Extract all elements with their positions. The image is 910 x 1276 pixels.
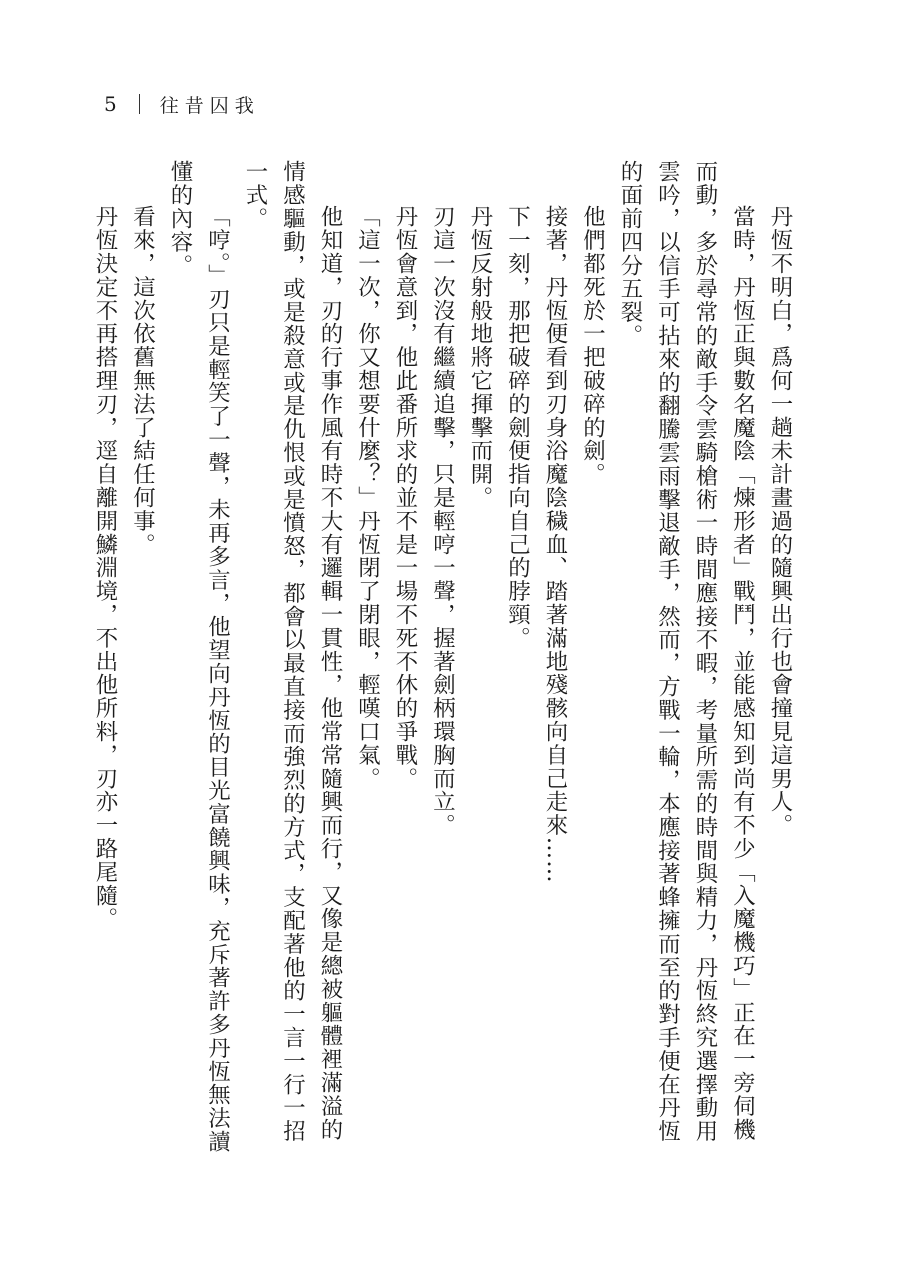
paragraph: 下一刻，那把破碎的劍便指向自己的脖頸。 bbox=[504, 204, 531, 650]
running-header bbox=[104, 88, 260, 120]
paragraph: 丹恆反射般地將它揮擊而開。 bbox=[467, 204, 493, 509]
paragraph: 看來，這次依舊無法了結任何事。 bbox=[129, 204, 156, 556]
paragraph: 「哼。」刃只是輕笑了一聲，未再多言，他望向丹恆的目光富饒興味，充斥著許多丹恆無法讀懂的內容。 bbox=[167, 160, 231, 1153]
vertical-body-text bbox=[86, 160, 799, 1160]
paragraph: 當時，丹恆正與數名魔陰「煉形者」戰鬥，並能感知到尚有不少「入魔機巧」正在一旁伺機而動，多於尋常的敵手令雲騎槍術一時間應接不暇，考量所需的時間與精力，丹恆終究選擇動用雲吟，以信手可拈來的翻騰雲雨擊退敵手，然而，方戰一輪，本應接著蜂擁而至的對手便在丹恆的面前四分五裂。 bbox=[617, 160, 756, 1143]
page-number: 5 bbox=[104, 92, 119, 116]
paragraph: 他們都死於一把破碎的劍。 bbox=[579, 204, 606, 486]
paragraph: 丹恆不明白，爲何一趟未計畫過的隨興出行也會撞見這男人。 bbox=[767, 204, 793, 837]
paragraph: 接著，丹恆便看到刃身浴魔陰穢血、踏著滿地殘骸向自己走來…… bbox=[542, 204, 568, 884]
chapter-title: 往昔囚我 bbox=[159, 94, 260, 117]
paragraph: 刃這一次沒有繼續追擊，只是輕哼一聲，握著劍柄環胸而立。 bbox=[429, 204, 456, 837]
paragraph: 丹恆決定不再搭理刃，逕自離開鱗淵境，不出他所料，刃亦一路尾隨。 bbox=[92, 204, 118, 931]
paragraph: 「這一次，你又想要什麼？」丹恆閉了閉眼，輕嘆口氣。 bbox=[354, 204, 381, 790]
paragraph: 他知道，刃的行事作風有時不大有邏輯一貫性，他常常隨興而行，又像是總被軀體裡滿溢的情感驅動，或是殺意或是仇恨或是憤怒，都會以最直接而強烈的方式，支配著他的一言一行一招一式。 bbox=[242, 160, 343, 1143]
header-divider bbox=[139, 94, 140, 114]
paragraph: 丹恆會意到，他此番所求的並不是一場不死不休的爭戰。 bbox=[392, 204, 418, 790]
